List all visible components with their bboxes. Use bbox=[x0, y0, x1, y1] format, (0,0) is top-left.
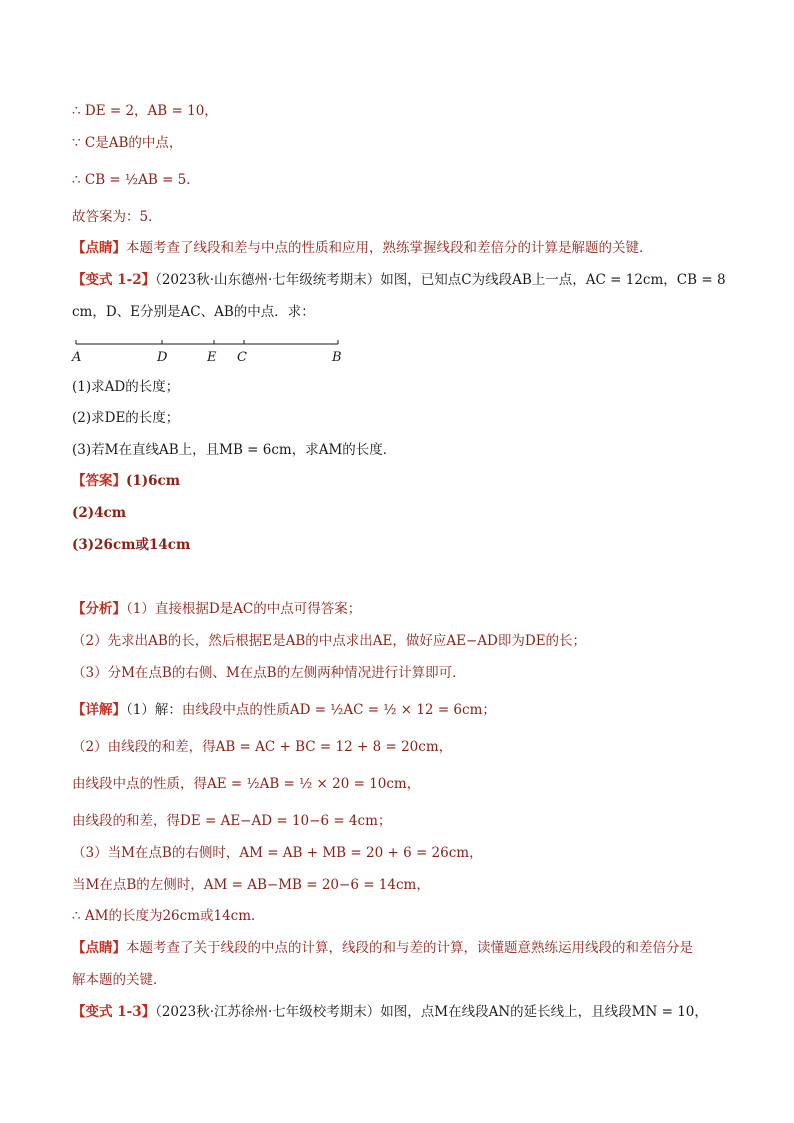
detail-step-7: ∴ AM的长度为26cm或14cm． bbox=[72, 908, 265, 924]
variant-heading-line-2 bbox=[72, 1002, 722, 1022]
variant-heading-line bbox=[72, 270, 726, 290]
final-answer-line: 故答案为：5． bbox=[72, 209, 162, 225]
tip-tag: 【点睛】 bbox=[72, 240, 126, 256]
line-segment-figure bbox=[66, 334, 356, 368]
analysis-line bbox=[72, 599, 722, 619]
answer-line bbox=[72, 471, 722, 491]
tip-tag-2: 【点睛】 bbox=[72, 940, 126, 956]
answer-tag: 【答案】 bbox=[72, 473, 126, 489]
variant-tag-2: 【变式 1-3】 bbox=[72, 1004, 156, 1020]
tip-line-2 bbox=[72, 938, 722, 958]
analysis-tag: 【分析】 bbox=[72, 601, 126, 617]
detail-step-2: （2）由线段的和差，得AB = AC + BC = 12 + 8 = 20cm， bbox=[72, 739, 453, 755]
detail-step-5: （3）当M在点B的右侧时，AM = AB + MB = 20 + 6 = 26cm， bbox=[72, 845, 483, 861]
label-c: C bbox=[237, 350, 247, 365]
question-2: (2)求DE的长度； bbox=[72, 410, 180, 426]
variant-text-line: cm，D、E分别是AC、AB的中点．求： bbox=[72, 304, 315, 320]
detail-tag: 【详解】 bbox=[72, 702, 126, 718]
analysis-step-1: （1）直接根据D是AC的中点可得答案； bbox=[126, 601, 362, 617]
label-d: D bbox=[157, 350, 168, 365]
label-b: B bbox=[332, 350, 342, 365]
solution-line: ∵ C是AB的中点， bbox=[72, 135, 183, 151]
answer-2: (2)4cm bbox=[72, 505, 127, 521]
detail-step-1b: 由线段中点的性质AD = ½AC = ½ × 12 = 6cm； bbox=[181, 702, 496, 718]
variant-text: （2023秋·山东德州·七年级统考期末）如图，已知点C为线段AB上一点，AC = 12cm，CB = 8 bbox=[155, 272, 726, 288]
tip-text-2b: 解本题的关键． bbox=[72, 972, 167, 988]
question-3: (3)若M在直线AB上，且MB = 6cm，求AM的长度． bbox=[72, 442, 397, 458]
analysis-step-2: （2）先求出AB的长，然后根据E是AB的中点求出AE，做好应AE−AD即为DE的长； bbox=[72, 633, 587, 649]
tip-text-2a: 本题考查了关于线段的中点的计算，线段的和与差的计算，读懂题意熟练运用线段的和差倍分是 bbox=[126, 940, 693, 956]
variant-tag: 【变式 1-2】 bbox=[72, 272, 156, 288]
tip-text: 本题考查了线段和差与中点的性质和应用，熟练掌握线段和差倍分的计算是解题的关键． bbox=[126, 240, 653, 256]
question-1: (1)求AD的长度； bbox=[72, 379, 180, 395]
detail-step-6: 当M在点B的左侧时，AM = AB−MB = 20−6 = 14cm， bbox=[72, 877, 430, 893]
detail-step-3: 由线段中点的性质，得AE = ½AB = ½ × 20 = 10cm， bbox=[72, 776, 421, 792]
label-e: E bbox=[207, 350, 217, 365]
solution-line: ∴ DE = 2，AB = 10， bbox=[72, 103, 218, 119]
detail-step-4: 由线段的和差，得DE = AE−AD = 10−6 = 4cm； bbox=[72, 813, 392, 829]
answer-3: (3)26cm或14cm bbox=[72, 537, 191, 553]
detail-step-1a: （1）解： bbox=[126, 702, 182, 718]
solution-line: ∴ CB = ½AB = 5． bbox=[72, 172, 200, 188]
detail-line bbox=[72, 700, 722, 720]
tip-line bbox=[72, 238, 722, 258]
label-a: A bbox=[72, 350, 82, 365]
variant-text-2: （2023秋·江苏徐州·七年级校考期末）如图，点M在线段AN的延长线上，且线段MN = 10， bbox=[155, 1004, 708, 1020]
answer-1: (1)6cm bbox=[126, 473, 181, 489]
analysis-step-3: （3）分M在点B的右侧、M在点B的左侧两种情况进行计算即可． bbox=[72, 665, 466, 681]
